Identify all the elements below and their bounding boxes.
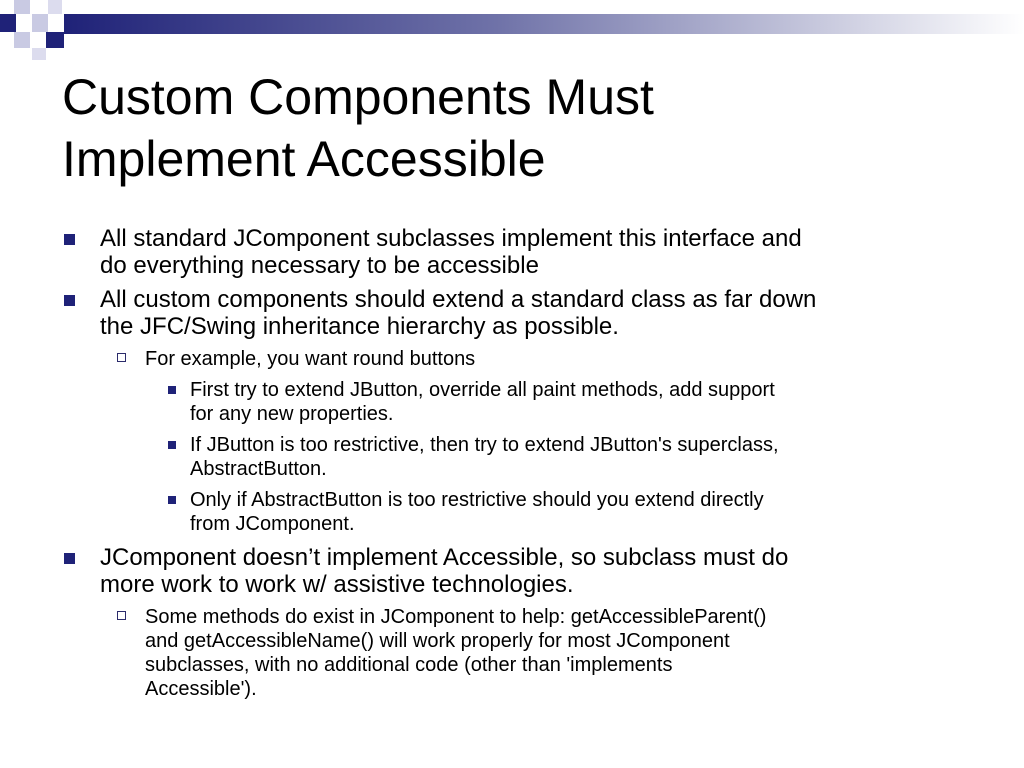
square-bullet-icon — [64, 234, 75, 245]
slide-title-line: Custom Components Must — [62, 69, 654, 125]
sub-bullet-item — [145, 347, 995, 371]
decor-square-light — [32, 48, 46, 60]
sub-sub-bullet-text — [190, 378, 990, 426]
sub-sub-bullet-text — [190, 433, 990, 481]
sub-sub-bullet-line: Only if AbstractButton is too restrictive should you extend directly — [190, 489, 764, 511]
bullet-line: more work to work w/ assistive technologies. — [100, 571, 574, 598]
hollow-square-bullet-icon — [117, 611, 126, 620]
sub-bullet-line: subclasses, with no additional code (other than 'implements — [145, 654, 673, 676]
decor-square-light — [14, 0, 30, 14]
small-square-bullet-icon — [168, 386, 176, 394]
small-square-bullet-icon — [168, 496, 176, 504]
bullet-item — [100, 544, 980, 598]
sub-sub-bullet-line: for any new properties. — [190, 403, 394, 425]
slide-title — [62, 66, 962, 190]
decor-square-light — [14, 32, 30, 48]
bullet-item — [100, 225, 980, 279]
decor-square-navy — [0, 14, 16, 32]
sub-bullet-line: For example, you want round buttons — [145, 348, 476, 370]
header-gradient-band — [64, 14, 1024, 34]
sub-sub-bullet-item — [190, 433, 990, 481]
decor-square-light — [32, 14, 48, 32]
decor-square-light — [48, 0, 62, 14]
sub-sub-bullet-item — [190, 488, 990, 536]
sub-bullet-item — [145, 605, 995, 701]
decor-square-navy — [46, 32, 64, 48]
header-decoration — [0, 0, 1024, 60]
sub-sub-bullet-line: AbstractButton. — [190, 458, 327, 480]
sub-sub-bullet-text — [190, 488, 990, 536]
slide-title-line: Implement Accessible — [62, 131, 546, 187]
sub-sub-bullet-line: from JComponent. — [190, 513, 355, 535]
bullet-text — [100, 225, 980, 279]
sub-sub-bullet-line: If JButton is too restrictive, then try to extend JButton's superclass, — [190, 434, 779, 456]
square-bullet-icon — [64, 553, 75, 564]
sub-bullet-text — [145, 605, 995, 701]
hollow-square-bullet-icon — [117, 353, 126, 362]
sub-sub-bullet-line: First try to extend JButton, override all paint methods, add support — [190, 379, 775, 401]
sub-sub-bullet-item — [190, 378, 990, 426]
small-square-bullet-icon — [168, 441, 176, 449]
bullet-item — [100, 286, 980, 340]
sub-bullet-line: and getAccessibleName() will work properly for most JComponent — [145, 630, 730, 652]
bullet-line: All custom components should extend a standard class as far down — [100, 286, 817, 313]
bullet-line: JComponent doesn’t implement Accessible, so subclass must do — [100, 544, 789, 571]
bullet-text — [100, 286, 980, 340]
bullet-line: the JFC/Swing inheritance hierarchy as possible. — [100, 313, 619, 340]
bullet-line: All standard JComponent subclasses implement this interface and — [100, 225, 802, 252]
sub-bullet-line: Accessible'). — [145, 678, 257, 700]
sub-bullet-text — [145, 347, 995, 371]
bullet-line: do everything necessary to be accessible — [100, 252, 539, 279]
square-bullet-icon — [64, 295, 75, 306]
bullet-text — [100, 544, 980, 598]
sub-bullet-line: Some methods do exist in JComponent to help: getAccessibleParent() — [145, 606, 767, 628]
